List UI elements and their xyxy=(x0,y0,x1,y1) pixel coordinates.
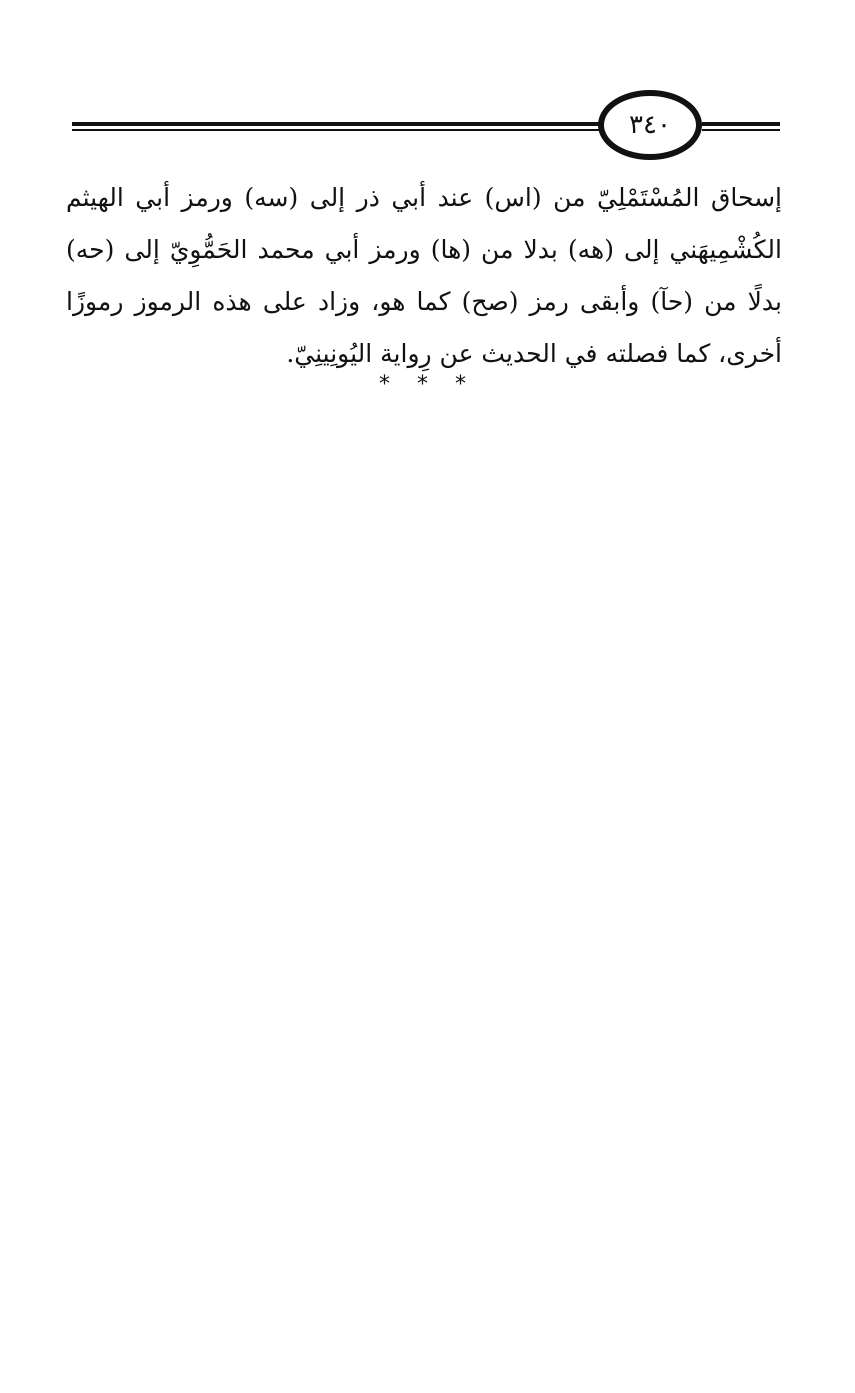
body-paragraph xyxy=(66,172,782,380)
header-rule-right-thick xyxy=(702,122,780,126)
header-rule-thick xyxy=(72,122,602,126)
page-number: ٣٤٠ xyxy=(629,110,671,140)
header-rule-thin xyxy=(72,129,602,131)
header-rule-right-thin xyxy=(702,129,780,131)
body-line: أخرى، كما فصلته في الحديث عن رِواية اليُونِينِيّ. xyxy=(286,339,782,368)
body-line: إسحاق المُسْتَمْلِيّ من (اس) عند أبي ذر إلى (سه) ورمز أبي الهيثم xyxy=(66,183,782,212)
section-separator: * * * xyxy=(379,372,476,397)
page-header xyxy=(72,86,782,176)
body-line: الكُشْمِيهَني إلى (هه) بدلا من (ها) ورمز أبي محمد الحَمُّوِيّ إلى (حه) xyxy=(66,235,782,264)
body-line: بدلًا من (حآ) وأبقى رمز (صح) كما هو، وزاد على هذه الرموز رموزًا xyxy=(66,287,782,316)
page-number-ornament xyxy=(598,90,702,160)
